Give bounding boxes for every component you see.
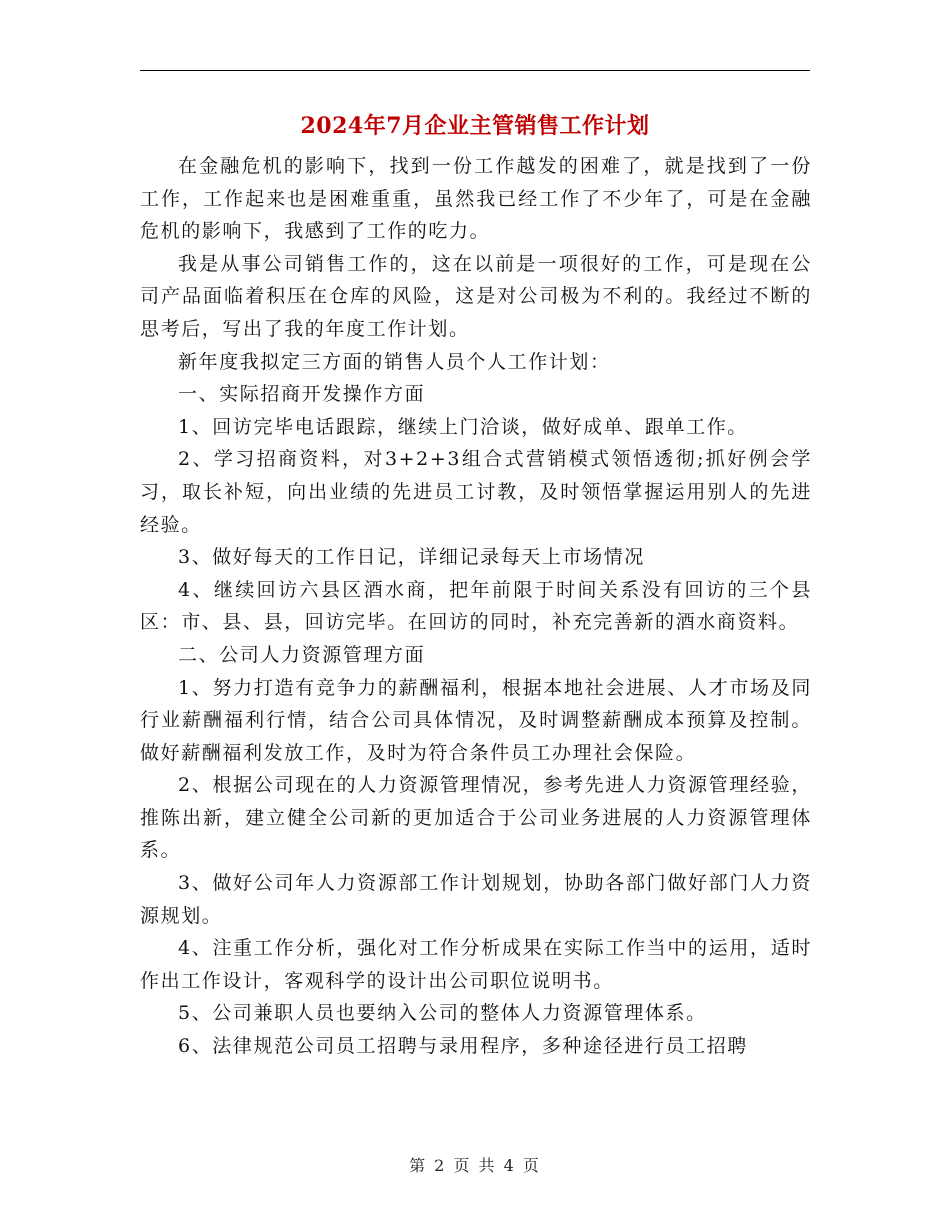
list-item: 1、努力打造有竞争力的薪酬福利，根据本地社会进展、人才市场及同行业薪酬福利行情，结合公司具体情况，及时调整薪酬成本预算及控制。做好薪酬福利发放工作，及时为符合条件员工办理社会保险。: [140, 676, 812, 764]
list-item: 3、做好公司年人力资源部工作计划规划，协助各部门做好部门人力资源规划。: [140, 872, 812, 927]
list-item: 4、继续回访六县区酒水商，把年前限于时间关系没有回访的三个县区：市、县、县，回访完毕。在回访的同时，补充完善新的酒水商资料。: [140, 578, 812, 634]
list-item: 3、做好每天的工作日记，详细记录每天上市场情况: [178, 546, 645, 569]
section-heading: 二、公司人力资源管理方面: [178, 643, 426, 666]
paragraph: 在金融危机的影响下，找到一份工作越发的困难了，就是找到了一份工作，工作起来也是困难重重，虽然我已经工作了不少年了，可是在金融危机的影响下，我感到了工作的吃力。: [140, 155, 812, 243]
header-rule: [140, 70, 810, 71]
section-heading: 一、实际招商开发操作方面: [178, 383, 426, 406]
list-item: 1、回访完毕电话跟踪，继续上门洽谈，做好成单、跟单工作。: [178, 415, 748, 438]
paragraph: 我是从事公司销售工作的，这在以前是一项很好的工作，可是现在公司产品面临着积压在仓库的风险，这是对公司极为不利的。我经过不断的思考后，写出了我的年度工作计划。: [140, 252, 812, 340]
list-item: 2、学习招商资料，对3+2+3组合式营销模式领悟透彻;抓好例会学习，取长补短，向出业绩的先进员工讨教，及时领悟掌握运用别人的先进经验。: [140, 448, 812, 536]
list-item: 2、根据公司现在的人力资源管理情况，参考先进人力资源管理经验，推陈出新，建立健全公司新的更加适合于公司业务进展的人力资源管理体系。: [140, 774, 812, 862]
document-body: [140, 150, 812, 1063]
page-number: 第 2 页 共 4 页: [409, 1156, 541, 1175]
list-item: 4、注重工作分析，强化对工作分析成果在实际工作当中的运用，适时作出工作设计，客观科学的设计出公司职位说明书。: [140, 937, 812, 992]
paragraph: 新年度我拟定三方面的销售人员个人工作计划：: [178, 350, 611, 373]
document-title: 2024年7月企业主管销售工作计划: [300, 113, 650, 139]
list-item: 5、公司兼职人员也要纳入公司的整体人力资源管理体系。: [178, 1002, 707, 1025]
list-item: 6、法律规范公司员工招聘与录用程序，多种途径进行员工招聘: [178, 1035, 748, 1058]
